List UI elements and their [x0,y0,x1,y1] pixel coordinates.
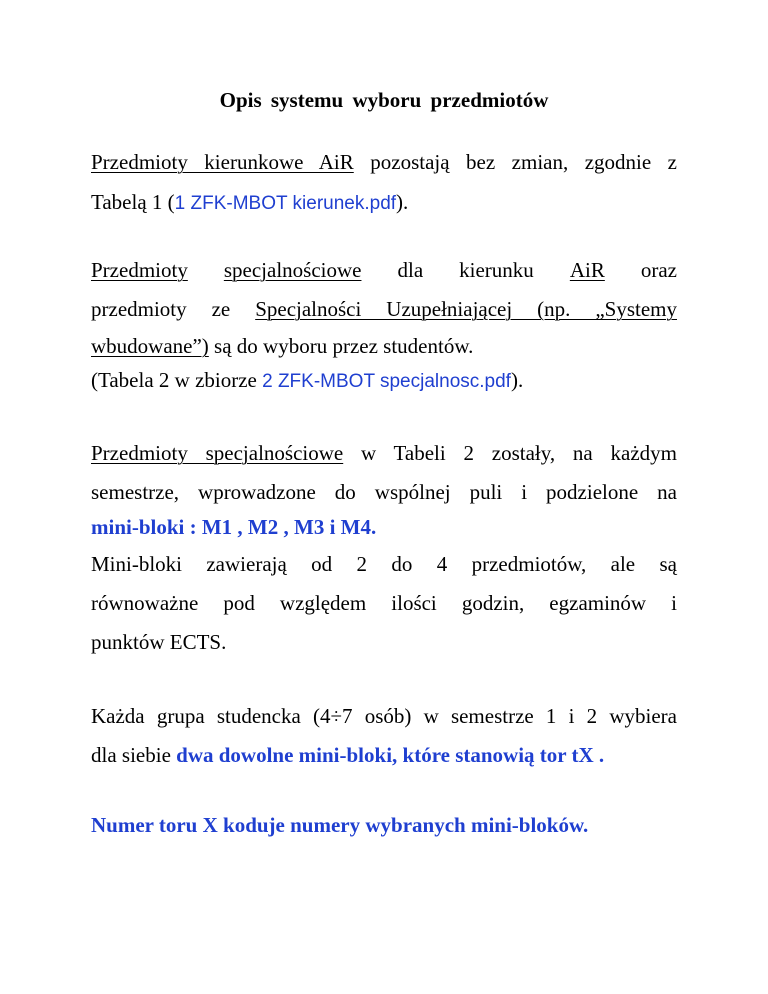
word: dla [397,258,424,282]
text-span: równoważne pod względem ilości godzin, egzaminów i [91,591,677,615]
text-span: (Tabela 2 w zbiorze [91,368,263,392]
underlined-text: Przedmioty kierunkowe AiR [91,150,354,174]
p1-line-1 [91,150,677,174]
link-specjalnosc-pdf[interactable]: 2 ZFK-MBOT specjalnosc.pdf [262,371,511,392]
underlined-text: Przedmioty specjalnościowe [91,441,344,465]
underlined-text: wbudowane”) [91,334,209,358]
link-kierunek-pdf[interactable]: 1 ZFK-MBOT kierunek.pdf [174,193,397,214]
p2-line-1 [91,258,677,282]
p2-line-4 [91,368,677,392]
highlight-text: dwa dowolne mini-bloki, które stanowią tor tX . [176,743,605,767]
text-span: przedmioty ze [91,297,256,321]
p4-line-1 [91,704,677,728]
p2-line-3 [91,334,677,358]
p1-line-2 [91,190,677,214]
highlight-text: mini-bloki : M1 , M2 , M3 i M4. [91,515,377,539]
text-span: dla siebie [91,743,177,767]
page-title: Opis systemu wyboru przedmiotów [219,88,549,112]
p2-line-2 [91,297,677,321]
underlined-word: specjalnościowe [223,258,362,282]
text-span: semestrze, wprowadzone do wspólnej puli i podzielone na [91,480,677,504]
p5-line-1 [91,813,677,837]
text-span: ). [510,368,524,392]
p3-line-5 [91,591,677,615]
text-span: ). [396,190,409,214]
text-span: Tabelą 1 ( [91,190,175,214]
word: kierunku [459,258,534,282]
highlight-text: Numer toru X koduje numery wybranych mini-bloków. [91,813,589,837]
p3-line-1 [91,441,677,465]
underlined-text: Specjalności Uzupełniającej (np. „Systemy [255,297,677,321]
text-span: są do wyboru przez studentów. [208,334,474,358]
p3-line-3 [91,515,677,539]
p3-line-2 [91,480,677,504]
text-span: pozostają bez zmian, zgodnie z [353,150,677,174]
text-span: w Tabeli 2 zostały, na każdym [343,441,678,465]
p4-line-2 [91,743,677,767]
underlined-word: AiR [569,258,605,282]
text-span: punktów ECTS. [91,630,227,654]
text-span: Każda grupa studencka (4÷7 osób) w semestrze 1 i 2 wybiera [91,704,677,728]
text-span: Mini-bloki zawierają od 2 do 4 przedmiotów, ale są [91,552,677,576]
p3-line-6 [91,630,677,654]
p3-line-4 [91,552,677,576]
underlined-word: Przedmioty [91,258,188,282]
word: oraz [640,258,677,282]
